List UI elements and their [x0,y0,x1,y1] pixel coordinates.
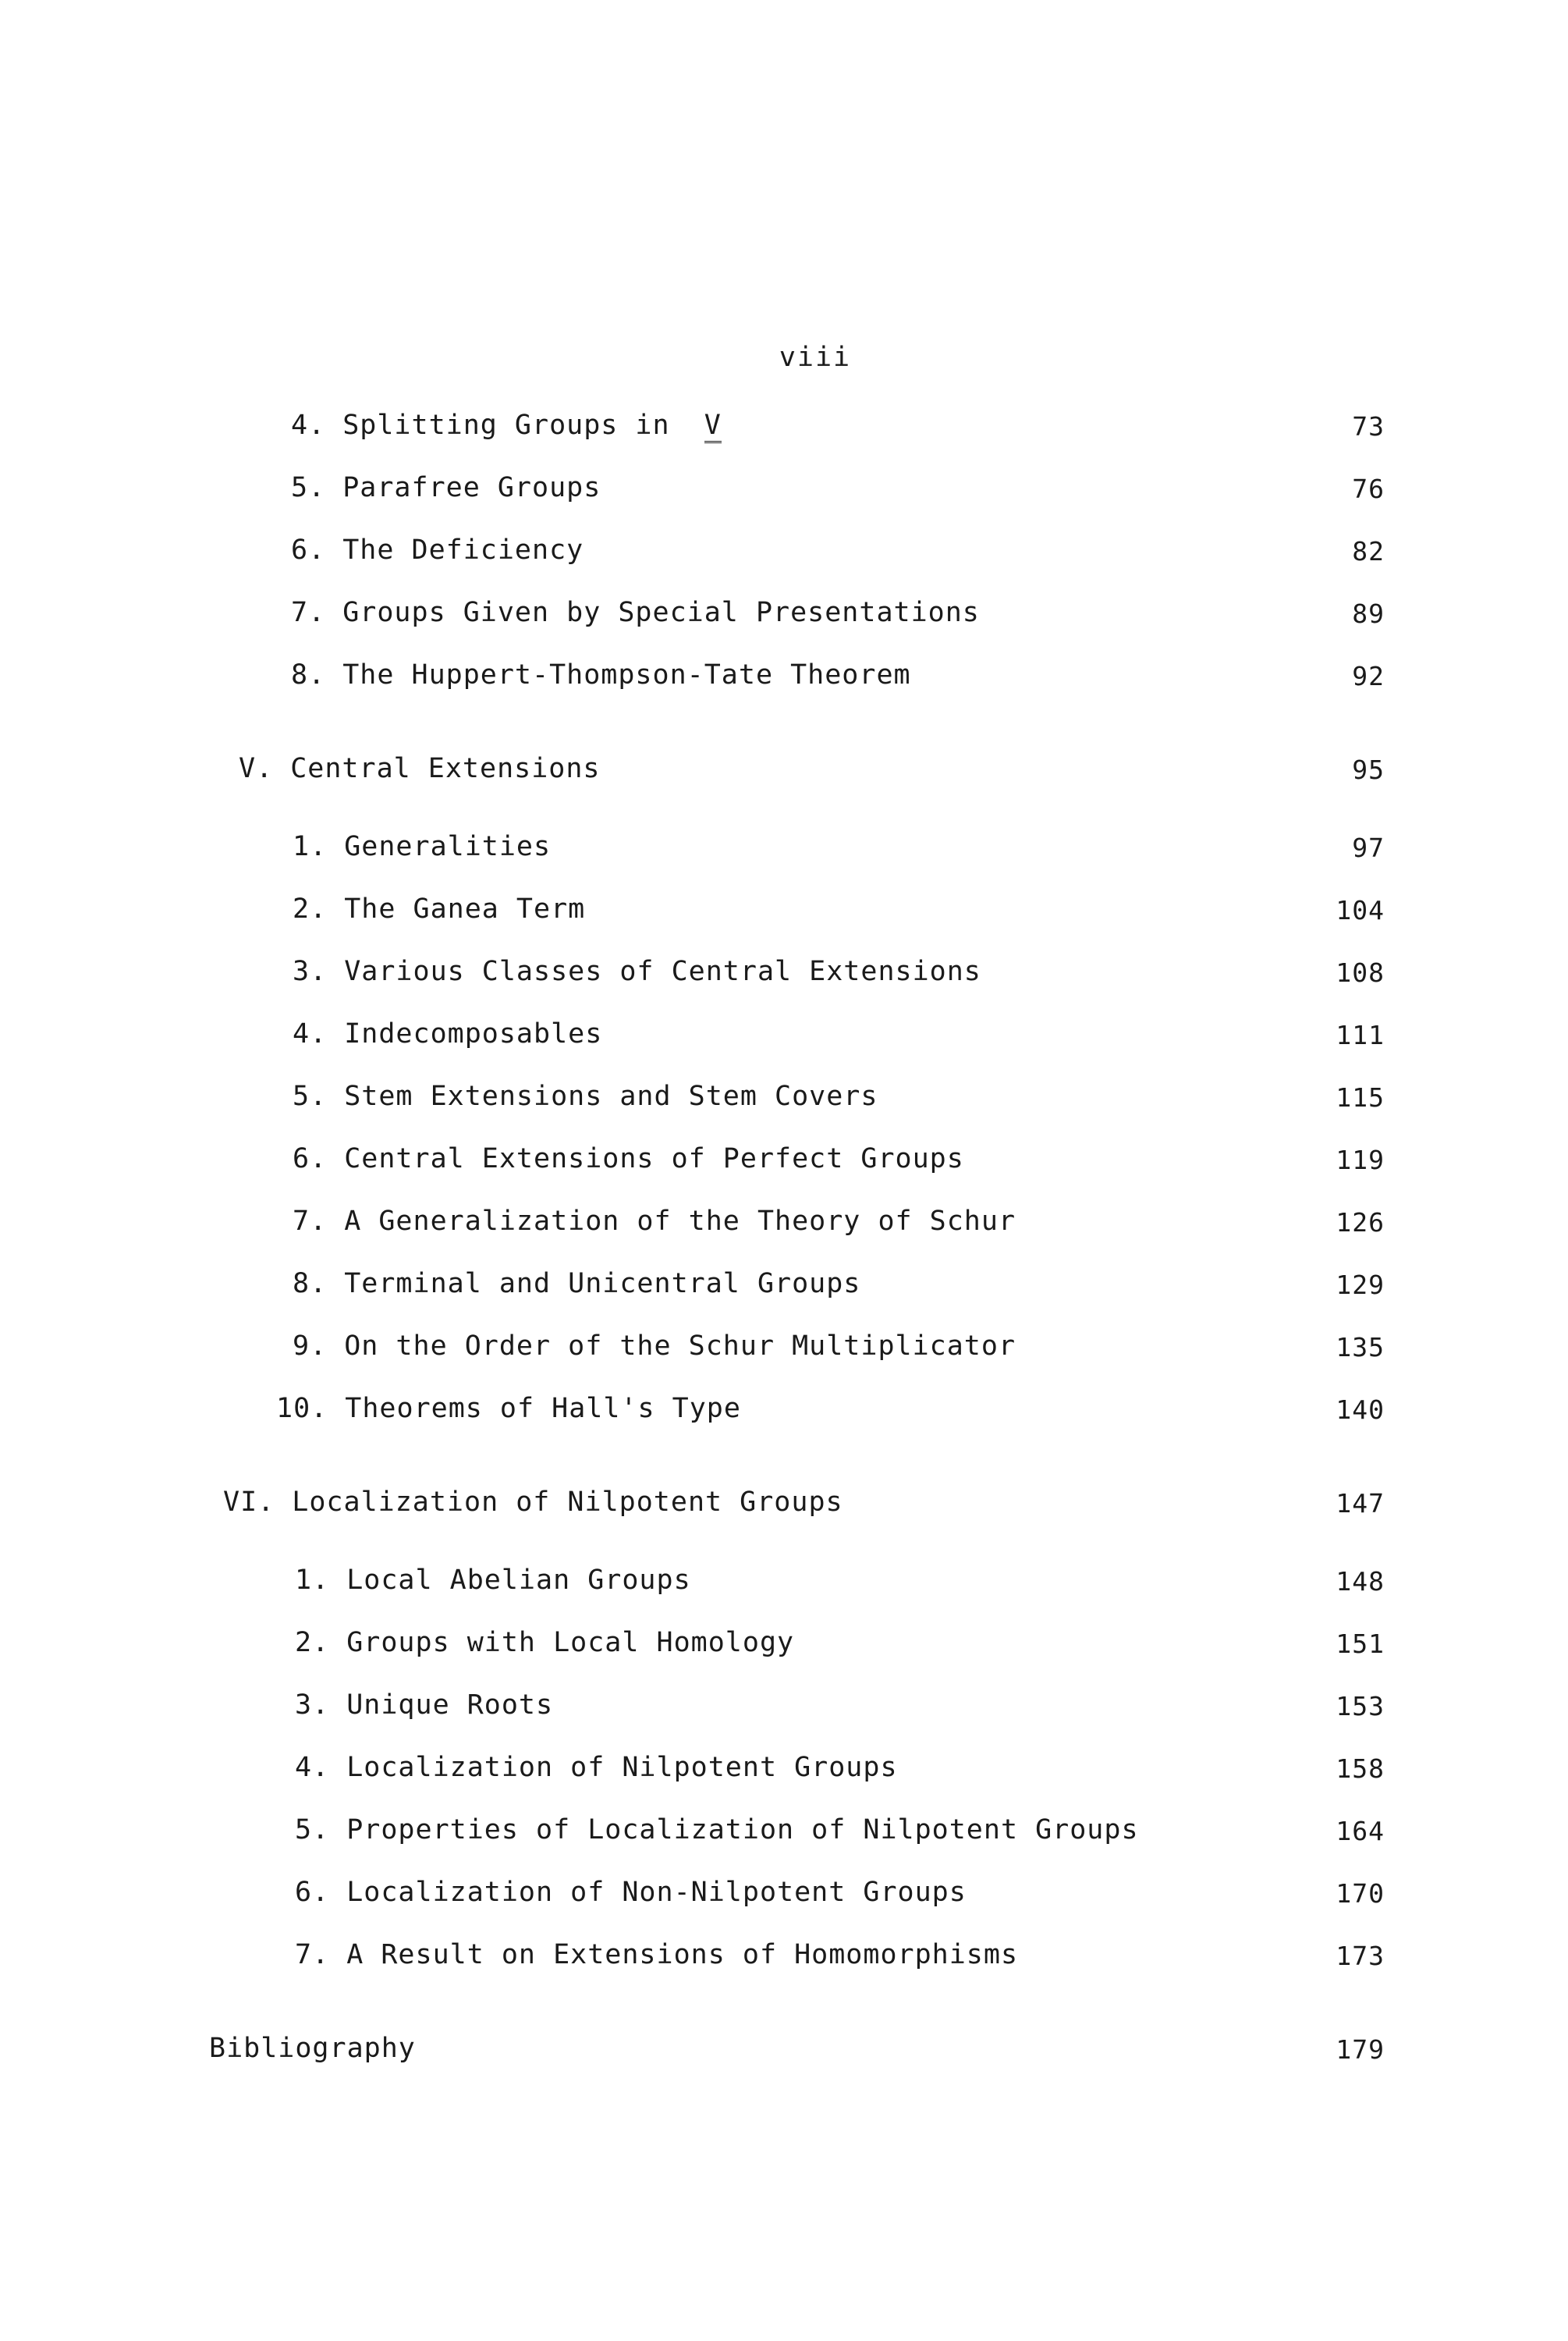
toc-page-number: 119 [1336,1145,1385,1175]
toc-entry-v-7: 7. A Generalization of the Theory of Schur [293,1206,1016,1237]
toc-entry-label: 4. Splitting Groups in [291,410,670,441]
toc-chapter-vi: VI. Localization of Nilpotent Groups [223,1487,843,1518]
toc-entry-vi-2: 2. Groups with Local Homology [295,1627,795,1658]
toc-page-number: 104 [1336,895,1385,925]
toc-page-number: 73 [1352,411,1385,442]
toc-page-number: 82 [1352,536,1385,567]
toc-page-number: 108 [1336,957,1385,988]
toc-bibliography: Bibliography [209,2033,416,2064]
toc-entry-v-6: 6. Central Extensions of Perfect Groups [293,1143,964,1174]
toc-page-number: 126 [1336,1207,1385,1238]
toc-page-number: 129 [1336,1270,1385,1300]
toc-page-number: 97 [1352,833,1385,863]
toc-entry-v-8: 8. Terminal and Unicentral Groups [293,1268,861,1299]
toc-page-number: 158 [1336,1753,1385,1784]
toc-entry-iv-7: 7. Groups Given by Special Presentations [291,597,980,628]
toc-page-number: 151 [1336,1629,1385,1659]
toc-entry-v-2: 2. The Ganea Term [293,893,586,925]
toc-page-number: 115 [1336,1082,1385,1113]
toc-page-number: 179 [1336,2034,1385,2065]
toc-entry-vi-5: 5. Properties of Localization of Nilpotent Groups [295,1814,1139,1845]
toc-entry-v-1: 1. Generalities [293,831,552,862]
toc-page-number: 148 [1336,1566,1385,1597]
toc-entry-v-4: 4. Indecomposables [293,1018,603,1050]
toc-entry-iv-5: 5. Parafree Groups [291,472,601,503]
toc-page-number: 147 [1336,1488,1385,1519]
toc-page-number: 164 [1336,1816,1385,1846]
toc-entry-v-3: 3. Various Classes of Central Extensions [293,956,981,987]
toc-entry-vi-4: 4. Localization of Nilpotent Groups [295,1752,898,1783]
toc-page-number: 135 [1336,1332,1385,1362]
toc-page-number: 111 [1336,1020,1385,1050]
toc-entry-iv-8: 8. The Huppert-Thompson-Tate Theorem [291,659,911,691]
toc-chapter-v: V. Central Extensions [239,753,601,784]
toc-page-number: 140 [1336,1394,1385,1425]
toc-entry-vi-6: 6. Localization of Non-Nilpotent Groups [295,1877,967,1908]
toc-page-number: 92 [1352,661,1385,691]
toc-entry-category-symbol: V [704,412,722,443]
toc-entry-vi-3: 3. Unique Roots [295,1689,554,1721]
page-number: viii [779,342,852,373]
toc-entry-v-9: 9. On the Order of the Schur Multiplicator [293,1330,1016,1362]
toc-entry-vi-7: 7. A Result on Extensions of Homomorphisms [295,1939,1019,1970]
toc-page-number: 153 [1336,1691,1385,1721]
toc-page-number: 89 [1352,599,1385,629]
toc-page-number: 173 [1336,1941,1385,1971]
toc-entry-iv-4 [291,410,722,443]
toc-page-number: 170 [1336,1878,1385,1909]
toc-entry-iv-6: 6. The Deficiency [291,535,584,566]
toc-entry-vi-1: 1. Local Abelian Groups [295,1565,691,1596]
toc-entry-v-5: 5. Stem Extensions and Stem Covers [293,1081,878,1112]
toc-page-number: 95 [1352,755,1385,785]
toc-entry-v-10: 10. Theorems of Hall's Type [276,1393,741,1424]
toc-page-number: 76 [1352,474,1385,504]
